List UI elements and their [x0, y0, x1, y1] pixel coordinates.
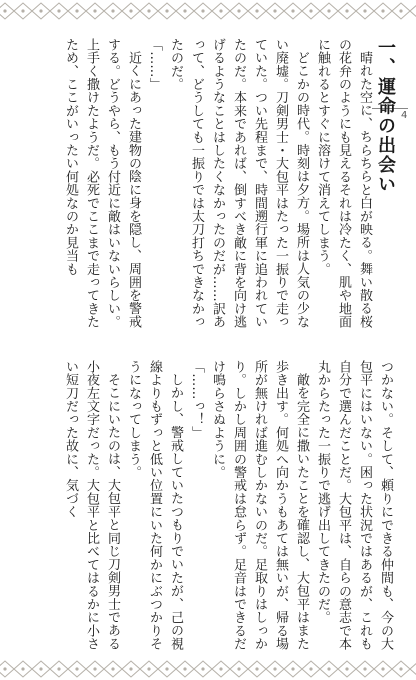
lattice-dot [345, 9, 348, 12]
dialogue-line: 「……っ！」 [189, 360, 204, 440]
lattice-dot [399, 667, 402, 670]
lattice-dot [255, 667, 258, 670]
lattice-dot [129, 9, 132, 12]
lattice-dot [39, 9, 42, 12]
paragraph: どこかの時代。時刻は夕方。場所は人気の少ない廃墟。刀剣男士・大包平はたった一振りで走っていた。つい先程まで、時間遡行軍に追われていたのだ。本来であれば、倒すべき敵に背を向け逃げるようなことはしたくなかったのだが……訳あって、どうしても一振りでは太刀打ちできなかったのだ。 [168, 38, 309, 329]
diamond-lattice-icon [0, 0, 416, 22]
lattice-dot [75, 9, 78, 12]
lattice-dot [219, 9, 222, 12]
lattice-dot [381, 9, 384, 12]
lattice-dot [273, 667, 276, 670]
lattice-dot [363, 667, 366, 670]
lattice-dot [255, 9, 258, 12]
lattice-dot [219, 667, 222, 670]
lattice-dot [327, 9, 330, 12]
lattice-dot [21, 667, 24, 670]
lattice-dot [201, 9, 204, 12]
lattice-diamond [410, 3, 416, 19]
diamond-lattice-icon [0, 658, 416, 680]
lattice-dot [111, 9, 114, 12]
dialogue-line: 「……」 [147, 38, 162, 91]
lattice-dot [291, 667, 294, 670]
paragraph: 晴れた空に、ちらちらと白が映る。舞い散る桜の花弁のようにも見えるそれは冷たく、肌や地面に触れるとすぐに溶けて消えてしまう。 [315, 38, 372, 329]
lattice-dot [309, 667, 312, 670]
lattice-dot [57, 9, 60, 12]
lattice-dot [111, 667, 114, 670]
lattice-dot [3, 9, 6, 12]
lattice-dot [327, 667, 330, 670]
lattice-diamond [0, 3, 14, 19]
lattice-dot [363, 9, 366, 12]
paragraph: 敵を完全に撒いたことを確認し、大包平はまた歩き出す。何処へ向かうもあては無いが、帰る場所が無ければ進むしかないのだ。足取りはしっかり。しかし周囲の警戒は怠らず。足音はできるだけ鳴らさぬように。 [210, 360, 309, 651]
lattice-dot [93, 667, 96, 670]
lattice-dot [183, 9, 186, 12]
paragraph: 近くにあった建物の陰に身を隠し、周囲を警戒する。どうやら、もう付近に敵はいないらしい。上手く撒けたようだ。必死でここまで走ってきたため、ここがいったい何処なのか見当も [63, 38, 141, 329]
paragraph: しかし、警戒していたつもりでいたが、己の視線よりもずっと低い位置にいた何かにぶつかりそうになってしまう。 [126, 360, 183, 651]
lattice-dot [399, 9, 402, 12]
decorative-border-bottom [0, 658, 416, 680]
chapter-title: 一、運命の出会い [375, 38, 396, 194]
paragraph: そこにいたのは、大包平と同じ刀剣男士である小夜左文字だった。大包平と比べてはるかに小さい短刀だった故に、気づく [63, 360, 120, 651]
upper-text-block [16, 38, 396, 334]
paragraph-continued: つかない。そして、頼りにできる仲間も、今の大包平にはいない。困った状況ではあるが、これも自分で選んだことだ。大包平は、自らの意志で本丸からたった一振りで逃げ出してきたのだ。 [315, 360, 393, 651]
lattice-dot [165, 9, 168, 12]
lattice-dot [183, 667, 186, 670]
lattice-dot [147, 9, 150, 12]
lattice-dot [75, 667, 78, 670]
lattice-dot [147, 667, 150, 670]
lattice-dot [237, 9, 240, 12]
page-number: 4 [401, 110, 408, 121]
lattice-dot [237, 667, 240, 670]
lattice-dot [39, 667, 42, 670]
decorative-border-top [0, 0, 416, 22]
lattice-dot [21, 9, 24, 12]
lattice-dot [57, 667, 60, 670]
lattice-dot [381, 667, 384, 670]
lattice-dot [201, 667, 204, 670]
lattice-dot [291, 9, 294, 12]
lattice-dot [165, 667, 168, 670]
lattice-dot [309, 9, 312, 12]
lattice-dot [345, 667, 348, 670]
lattice-diamond [410, 661, 416, 677]
lattice-dot [273, 9, 276, 12]
lattice-dot [129, 667, 132, 670]
lattice-dot [93, 9, 96, 12]
lower-text-block [16, 360, 396, 656]
lattice-diamond [0, 661, 14, 677]
lattice-dot [3, 667, 6, 670]
